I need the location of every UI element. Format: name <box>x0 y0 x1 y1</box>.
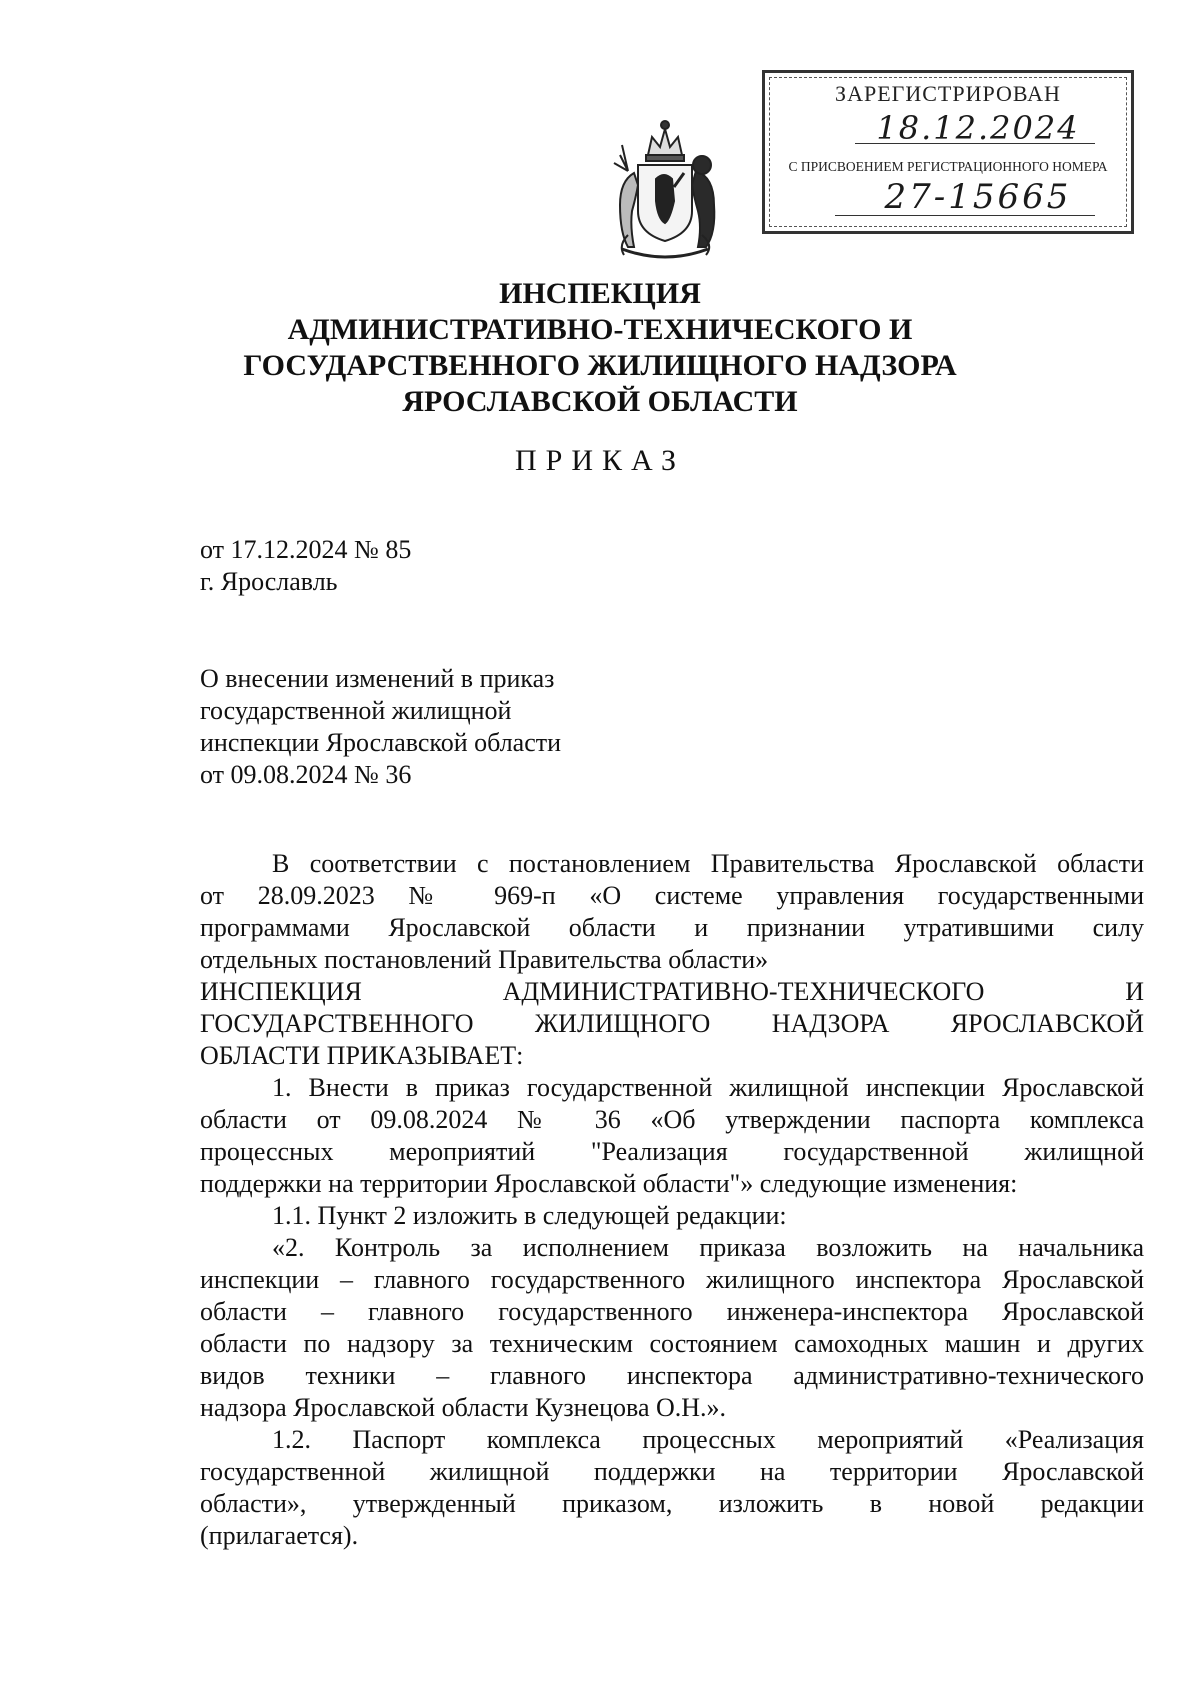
coat-of-arms-icon <box>598 115 732 260</box>
item-1-1-paragraph <box>200 1200 1144 1232</box>
item-1-paragraph <box>200 1072 1144 1200</box>
preamble-paragraph <box>200 848 1144 976</box>
body-line: ИНСПЕКЦИЯ АДМИНИСТРАТИВНО-ТЕХНИЧЕСКОГО И <box>200 977 1144 1006</box>
body-line: инспекции – главного государственного жилищного инспектора Ярославской <box>200 1265 1144 1294</box>
body-line: области – главного государственного инженера-инспектора Ярославской <box>200 1297 1144 1326</box>
order-clause <box>200 976 1144 1072</box>
body-line: ОБЛАСТИ ПРИКАЗЫВАЕТ: <box>200 1041 524 1070</box>
date-and-number: от 17.12.2024 № 85 <box>200 535 412 564</box>
stamp-title: ЗАРЕГИСТРИРОВАН <box>835 81 1061 106</box>
stamp-date: 18.12.2024 <box>876 109 1080 147</box>
body-line: области», утвержденный приказом, изложить в новой редакции <box>200 1489 1144 1518</box>
item-1-2-paragraph <box>200 1424 1144 1552</box>
body-line: программами Ярославской области и признании утратившими силу <box>200 913 1144 942</box>
item-2-quoted-paragraph <box>200 1232 1144 1424</box>
body-line: ГОСУДАРСТВЕННОГО ЖИЛИЩНОГО НАДЗОРА ЯРОСЛАВСКОЙ <box>200 1009 1144 1038</box>
organization-title-line: АДМИНИСТРАТИВНО-ТЕХНИЧЕСКОГО И <box>287 313 913 346</box>
organization-title-line: ГОСУДАРСТВЕННОГО ЖИЛИЩНОГО НАДЗОРА <box>243 349 957 382</box>
body-line: (прилагается). <box>200 1521 359 1550</box>
stamp-registration-number: 27-15665 <box>884 177 1072 217</box>
body-line: надзора Ярославской области Кузнецова О.Н.». <box>200 1393 727 1422</box>
body-line: поддержки на территории Ярославской области"» следующие изменения: <box>200 1169 1018 1198</box>
city: г. Ярославль <box>200 567 338 596</box>
body-line: 1. Внести в приказ государственной жилищной инспекции Ярославской <box>272 1073 1144 1102</box>
registration-stamp <box>762 70 1134 234</box>
body-line: В соответствии с постановлением Правительства Ярославской области <box>272 849 1144 878</box>
document-meta <box>200 534 411 598</box>
organization-title-line: ЯРОСЛАВСКОЙ ОБЛАСТИ <box>402 385 798 418</box>
subject-line: О внесении изменений в приказ <box>200 664 555 693</box>
stamp-divider <box>835 215 1095 216</box>
body-line: видов техники – главного инспектора административно-технического <box>200 1361 1144 1390</box>
body-line: «2. Контроль за исполнением приказа возложить на начальника <box>272 1233 1144 1262</box>
stamp-caption: С ПРИСВОЕНИЕМ РЕГИСТРАЦИОННОГО НОМЕРА <box>788 159 1108 174</box>
body-line: отдельных постановлений Правительства области» <box>200 945 769 974</box>
document-type-heading: ПРИКАЗ <box>515 444 685 477</box>
subject-line: от 09.08.2024 № 36 <box>200 760 412 789</box>
organization-title <box>0 276 1200 420</box>
document-subject <box>200 663 561 791</box>
body-line: процессных мероприятий "Реализация государственной жилищной <box>200 1137 1144 1166</box>
stamp-divider <box>855 143 1095 144</box>
body-line: от 28.09.2023 № 969-п «О системе управления государственными <box>200 881 1144 910</box>
organization-title-line: ИНСПЕКЦИЯ <box>499 277 701 310</box>
body-line: 1.1. Пункт 2 изложить в следующей редакции: <box>272 1201 787 1230</box>
body-line: государственной жилищной поддержки на территории Ярославской <box>200 1457 1144 1486</box>
body-line: области от 09.08.2024 № 36 «Об утверждении паспорта комплекса <box>200 1105 1144 1134</box>
subject-line: инспекции Ярославской области <box>200 728 562 757</box>
body-line: 1.2. Паспорт комплекса процессных мероприятий «Реализация <box>272 1425 1144 1454</box>
document-body <box>200 848 1144 1552</box>
subject-line: государственной жилищной <box>200 696 512 725</box>
body-line: области по надзору за техническим состоянием самоходных машин и других <box>200 1329 1144 1358</box>
